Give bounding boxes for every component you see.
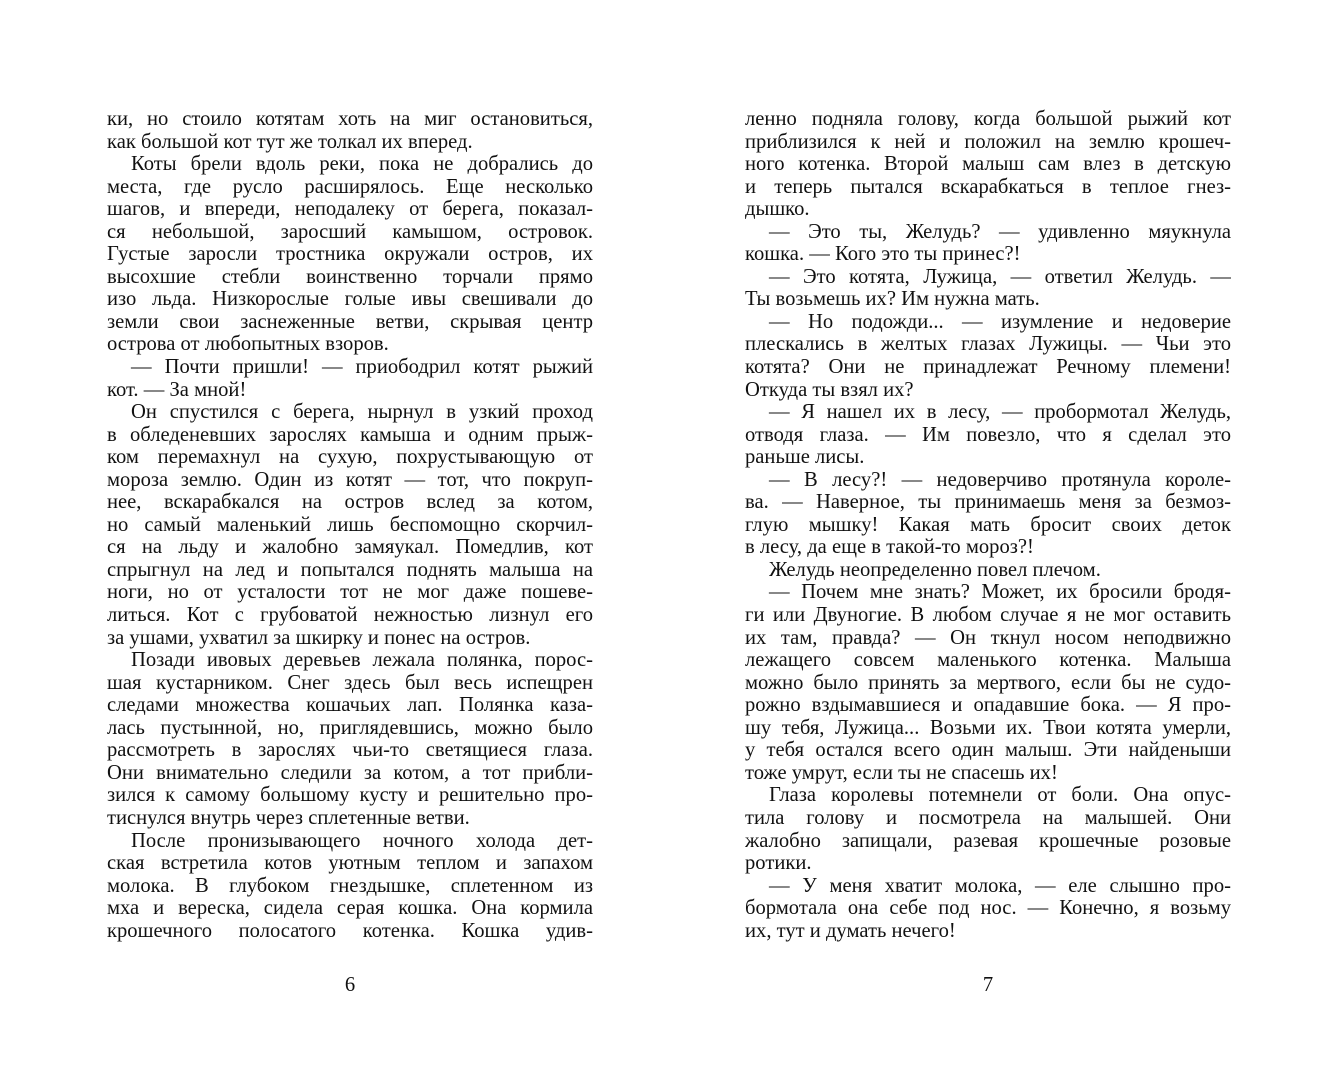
text-line: — Это котята, Лужица, — ответил Желудь. — bbox=[769, 265, 1231, 288]
text-line: ного котенка. Второй малыш сам влез в детскую bbox=[745, 153, 1231, 176]
text-line: ленно подняла голову, когда большой рыжий кот bbox=[745, 108, 1231, 130]
text-line: приблизился к ней и положил на землю крошеч- bbox=[745, 130, 1231, 153]
paragraph bbox=[745, 311, 1231, 401]
text-line: — Почем мне знать? Может, их бросили бродя- bbox=[769, 581, 1231, 604]
text-line: спрыгнул на лед и попытался поднять малыша на bbox=[107, 558, 593, 581]
text-line: острова от любопытных взоров. bbox=[107, 333, 389, 356]
text-line: тиснулся внутрь через сплетенные ветви. bbox=[107, 806, 470, 829]
text-line: тоже умрут, если ты не спасешь их! bbox=[745, 761, 1058, 784]
text-line: Ты возьмешь их? Им нужна мать. bbox=[745, 288, 1040, 311]
text-line: плескались в желтых глазах Лужицы. — Чьи это bbox=[745, 333, 1231, 356]
text-line: земли свои заснеженные ветви, скрывая центр bbox=[107, 310, 593, 333]
text-line: но самый маленький лишь беспомощно скорчил- bbox=[107, 513, 593, 536]
text-line: ки, но стоило котятам хоть на миг остановиться, bbox=[107, 108, 593, 130]
text-line: молока. В глубоком гнездышке, сплетенном из bbox=[107, 874, 593, 897]
paragraph bbox=[745, 559, 1231, 582]
text-line: жалобно запищали, разевая крошечные розовые bbox=[745, 829, 1231, 852]
text-line: в обледеневших зарослях камыша и одним прыж- bbox=[107, 423, 593, 446]
text-line: глую мышку! Какая мать бросит своих деток bbox=[745, 513, 1231, 536]
text-line: ком перемахнул на сухую, похрустывающую от bbox=[107, 446, 593, 469]
text-line: Откуда ты взял их? bbox=[745, 378, 914, 401]
text-line: шая кустарником. Снег здесь был весь испещрен bbox=[107, 671, 593, 694]
text-line: Желудь неопределенно повел плечом. bbox=[769, 558, 1101, 581]
text-line: места, где русло расширялось. Еще несколько bbox=[107, 175, 593, 198]
text-line: мха и вереска, сидела серая кошка. Она кормила bbox=[107, 897, 593, 920]
text-line: ся небольшой, заросший камышом, островок. bbox=[107, 220, 593, 243]
paragraph bbox=[107, 108, 593, 153]
text-line: ская встретила котов уютным теплом и запахом bbox=[107, 852, 593, 875]
text-line: нее, вскарабкался на остров вслед за котом, bbox=[107, 491, 593, 514]
text-line: рожно вздымавшиеся и опадавшие бока. — Я про- bbox=[745, 694, 1231, 717]
paragraph bbox=[745, 401, 1231, 469]
paragraph bbox=[745, 108, 1231, 221]
paragraph bbox=[745, 221, 1231, 266]
text-line: мороза землю. Один из котят — тот, что покруп- bbox=[107, 468, 593, 491]
text-line: кот. — За мной! bbox=[107, 378, 247, 401]
text-line: ги или Двуногие. В любом случае я не мог оставить bbox=[745, 604, 1231, 627]
text-line: их там, правда? — Он ткнул носом неподвижно bbox=[745, 626, 1231, 649]
text-line: — Но подожди... — изумление и недоверие bbox=[769, 310, 1231, 333]
text-line: лась пустынной, но, приглядевшись, можно было bbox=[107, 716, 593, 739]
text-line: дышко. bbox=[745, 198, 810, 221]
text-line: кошка. — Кого это ты принес?! bbox=[745, 243, 1021, 266]
text-line: тила голову и посмотрела на малышей. Они bbox=[745, 806, 1231, 829]
text-line: После пронизывающего ночного холода дет- bbox=[131, 829, 593, 852]
page-right bbox=[745, 108, 1231, 942]
text-line: следами множества кошачьих лап. Полянка каза- bbox=[107, 694, 593, 717]
paragraph bbox=[745, 784, 1231, 874]
paragraph bbox=[107, 401, 593, 649]
text-line: ротики. bbox=[745, 852, 812, 875]
text-line: котята? Они не принадлежат Речному племени! bbox=[745, 356, 1231, 379]
text-line: ноги, но от усталости тот не мог даже пошеве- bbox=[107, 581, 593, 604]
text-line: ся на льду и жалобно замяукал. Помедлив, кот bbox=[107, 536, 593, 559]
text-line: бормотала она себе под нос. — Конечно, я возьму bbox=[745, 897, 1231, 920]
text-line: Они внимательно следили за котом, а тот прибли- bbox=[107, 761, 593, 784]
text-line: ва. — Наверное, ты принимаешь меня за безмоз- bbox=[745, 491, 1231, 514]
paragraph bbox=[107, 356, 593, 401]
text-line: Густые заросли тростника окружали остров, их bbox=[107, 243, 593, 266]
paragraph bbox=[107, 649, 593, 829]
text-line: — Почти пришли! — приободрил котят рыжий bbox=[131, 356, 593, 379]
paragraph bbox=[745, 469, 1231, 559]
text-line: за ушами, ухватил за шкирку и понес на остров. bbox=[107, 626, 531, 649]
text-line: Коты брели вдоль реки, пока не добрались до bbox=[131, 153, 593, 176]
text-line: лежащего совсем маленького котенка. Малыша bbox=[745, 649, 1231, 672]
text-line: рассмотреть в зарослях чьи-то светящиеся глаза. bbox=[107, 739, 593, 762]
text-line: — У меня хватит молока, — еле слышно про- bbox=[769, 874, 1231, 897]
text-line: и теперь пытался вскарабкаться в теплое гнез- bbox=[745, 175, 1231, 198]
text-line: литься. Кот с грубоватой нежностью лизнул его bbox=[107, 604, 593, 627]
text-line: Глаза королевы потемнели от боли. Она опус- bbox=[769, 784, 1231, 807]
text-line: шу тебя, Лужица... Возьми их. Твои котята умерли, bbox=[745, 716, 1231, 739]
text-line: можно было принять за мертвого, если бы не судо- bbox=[745, 671, 1231, 694]
paragraph bbox=[745, 266, 1231, 311]
page-number-left: 6 bbox=[344, 974, 356, 996]
text-line: как большой кот тут же толкал их вперед. bbox=[107, 130, 473, 153]
paragraph bbox=[107, 153, 593, 356]
paragraph bbox=[745, 581, 1231, 784]
text-line: Он спустился с берега, нырнул в узкий проход bbox=[131, 401, 593, 424]
page-number-right: 7 bbox=[982, 974, 994, 996]
page-left bbox=[107, 108, 593, 942]
text-line: — Я нашел их в лесу, — пробормотал Желудь, bbox=[769, 401, 1231, 424]
text-line: зился к самому большому кусту и решительно про- bbox=[107, 784, 593, 807]
text-line: крошечного полосатого котенка. Кошка удив- bbox=[107, 919, 593, 942]
text-line: в лесу, да еще в такой-то мороз?! bbox=[745, 536, 1034, 559]
text-line: высохшие стебли воинственно торчали прямо bbox=[107, 265, 593, 288]
text-line: — Это ты, Желудь? — удивленно мяукнула bbox=[769, 220, 1231, 243]
text-line: отводя глаза. — Им повезло, что я сделал это bbox=[745, 423, 1231, 446]
paragraph bbox=[745, 875, 1231, 943]
text-line: их, тут и думать нечего! bbox=[745, 919, 956, 942]
paragraph bbox=[107, 830, 593, 943]
text-line: Позади ивовых деревьев лежала полянка, порос- bbox=[131, 649, 593, 672]
text-line: изо льда. Низкорослые голые ивы свешивали до bbox=[107, 288, 593, 311]
text-line: — В лесу?! — недоверчиво протянула короле- bbox=[769, 468, 1231, 491]
text-line: раньше лисы. bbox=[745, 446, 865, 469]
text-line: у тебя остался всего один малыш. Эти найденыши bbox=[745, 739, 1231, 762]
text-line: шагов, и впереди, неподалеку от берега, показал- bbox=[107, 198, 593, 221]
